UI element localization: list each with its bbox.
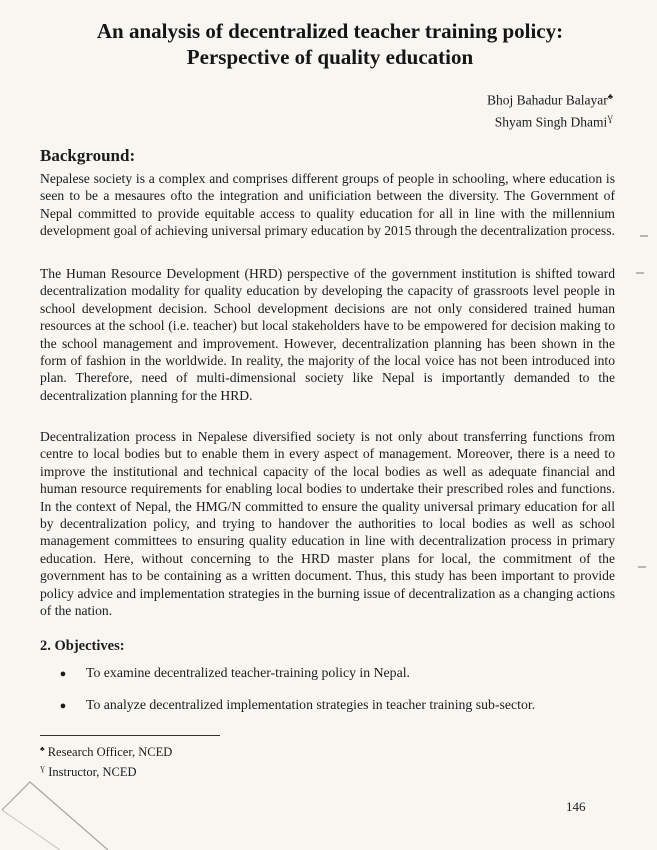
- footnote-mark: ♣: [40, 745, 45, 753]
- paragraph-2: The Human Resource Development (HRD) perspective of the government institution is shifted toward decentralization modality for quality education by developing the capacity of grassroots level people in school development decision. School development decisions are not only considered trained human resources at the school (i.e. teacher) but local stakeholders have to be empowered for decision making to the school management and improvement. However, decentralization planning has been shown in the form of fashion in the worldwide. In reality, the majority of the local voice has not been introduced into plan. Therefore, need of multi-dimensional society like Nepal is importantly demanded to the decentralization planning for the HRD.: [40, 266, 615, 403]
- author-1: [487, 88, 613, 110]
- background-heading: Background:: [40, 146, 136, 165]
- paragraph-1: Nepalese society is a complex and comprises different groups of people in schooling, where education is seen to be a mesaures ofto the integration and unificiation between the diversity. The Government of Nepal committed to provide equitable access to quality education for all in line with the millennium development goal of achieving universal primary education by 2015 through the decentralization process.: [40, 171, 615, 239]
- author-name: Shyam Singh Dhami: [494, 114, 608, 129]
- page-fold-corner-icon: [0, 770, 110, 850]
- footnote-1: [40, 741, 172, 761]
- page-number: 146: [566, 799, 586, 814]
- objectives-heading: 2. Objectives:: [40, 638, 125, 654]
- list-item: [40, 697, 615, 715]
- scan-edge-mark: [640, 235, 648, 237]
- document-title: [40, 18, 620, 70]
- author-2: [487, 110, 613, 132]
- author-block: [487, 88, 613, 131]
- objectives-list: [40, 665, 615, 729]
- bullet-icon: ●: [59, 700, 67, 712]
- author-name: Bhoj Bahadur Balayar: [487, 92, 608, 108]
- footnote-text: Research Officer, NCED: [47, 745, 173, 760]
- paragraph-3: Decentralization process in Nepalese diversified society is not only about transferring functions from centre to local bodies but to enable them in every aspect of management. Moreover, there is a need to improve the institutional and technical capacity of the local bodies as well as adequate financial and human resource requirements for enabling local bodies to undertake their prescribed roles and functions. In the context of Nepal, the HMG/N committed to ensure the quality universal primary education for all by decentralization policy, and trying to handover the authorities to local bodies as well as school management committees to ensuring quality education in line with decentralization process in primary education. Here, without concerning to the HRD master plans for local, the commitment of the government has to be containing as a written document. Thus, this study has been important to provide policy advice and implementation strategies in the burning issue of decentralization as a changing actions of the nation.: [40, 429, 615, 619]
- list-item: [40, 665, 615, 683]
- footnote-divider: [40, 735, 220, 736]
- objective-text: To examine decentralized teacher-training policy in Nepal.: [86, 665, 410, 680]
- title-line-1: An analysis of decentralized teacher training policy:: [96, 19, 564, 43]
- scan-edge-mark: [636, 272, 644, 274]
- scan-edge-mark: [638, 566, 646, 568]
- footnote-mark: Ɣ: [40, 765, 46, 774]
- title-line-2: Perspective of quality education: [186, 45, 474, 69]
- objective-text: To analyze decentralized implementation strategies in teacher training sub-sector.: [86, 697, 536, 712]
- author-footnote-mark: Ɣ: [607, 113, 613, 123]
- footnote-text: Instructor, NCED: [48, 765, 137, 780]
- author-footnote-mark: ♣: [607, 92, 613, 101]
- bullet-icon: ●: [59, 668, 67, 680]
